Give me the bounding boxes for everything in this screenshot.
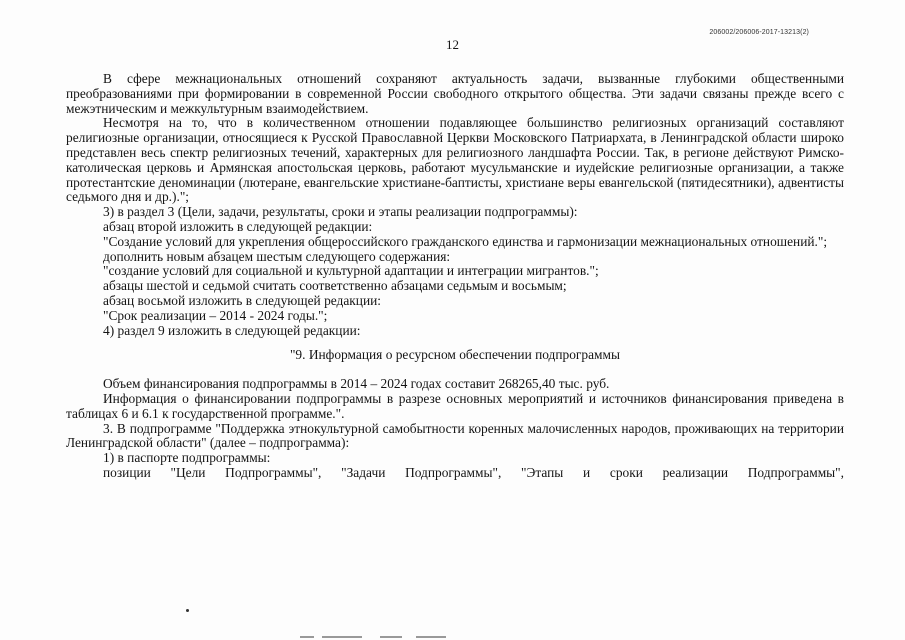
scan-edge-artifacts [0,634,905,640]
section-heading: "9. Информация о ресурсном обеспечении подпрограммы [289,347,621,363]
paragraph-passport: 1) в паспорте подпрограммы: [103,450,271,466]
paragraph-interethnic-relations: В сфере межнациональных отношений сохраняют актуальность задачи, вызванные глубокими общественными преобразованиями при формировании в современной России свободного открытого общества. Эти задачи связаны прежде всего с межэтническим и межкультурным взаимодействием. [66,71,844,116]
paragraph-eighth-para-instruction: абзац восьмой изложить в следующей редакции: [103,292,382,308]
document-id: 206002/206006-2017-13213(2) [709,29,809,36]
paragraph-section-3-amendment: 3) в раздел 3 (Цели, задачи, результаты, сроки и этапы реализации подпрограммы): [103,204,578,220]
paragraph-add-sixth-para: дополнить новым абзацем шестым следующего содержания: [103,248,451,264]
paragraph-funding-info: Информация о финансировании подпрограммы в разрезе основных мероприятий и источников финансирования приведена в таблицах 6 и 6.1 к государственной программе.". [66,390,844,421]
page-number: 12 [446,37,459,52]
paragraph-positions: позиции "Цели Подпрограммы", "Задачи Подпрограммы", "Этапы и сроки реализации Подпрограммы", [103,464,844,480]
paragraph-section-9-instruction: 4) раздел 9 изложить в следующей редакции: [103,322,361,338]
paragraph-religious-organizations: Несмотря на то, что в количественном отношении подавляющее большинство религиозных организаций составляют религиозные организации, относящиеся к Русской Православной Церкви Московского Патриархата, в Ленинградской области широко представлен весь спектр религиозных течений, характерных для религиозного ландшафта России. Так, в регионе действуют Римско-католическая церковь и Армянская апостольская церковь, работают мусульманские и иудейские религиозные организации, а также протестантские деноминации (лютеране, евангельские христиане-баптисты, христиане веры евангельской (пятидесятники), адвентисты седьмого дня и др.)."; [66,115,844,205]
paragraph-subprogram-3: 3. В подпрограмме "Поддержка этнокультурной самобытности коренных малочисленных народов, проживающих на территории Ленинградской области" (далее – подпрограмма): [66,420,844,451]
paragraph-civic-unity-quote: "Создание условий для укрепления общероссийского гражданского единства и гармонизации межнациональных отношений."; [103,233,828,249]
paragraph-second-para-instruction: абзац второй изложить в следующей редакции: [103,218,373,234]
paragraph-term-quote: "Срок реализации – 2014 - 2024 годы."; [103,307,328,323]
document-body [66,72,844,481]
paragraph-funding-volume: Объем финансирования подпрограммы в 2014 – 2024 годах составит 268265,40 тыс. руб. [103,376,610,392]
scan-speck [186,609,189,612]
paragraph-migrants-quote: "создание условий для социальной и культурной адаптации и интеграции мигрантов."; [103,263,599,279]
paragraph-renumber: абзацы шестой и седьмой считать соответственно абзацами седьмым и восьмым; [103,278,567,294]
